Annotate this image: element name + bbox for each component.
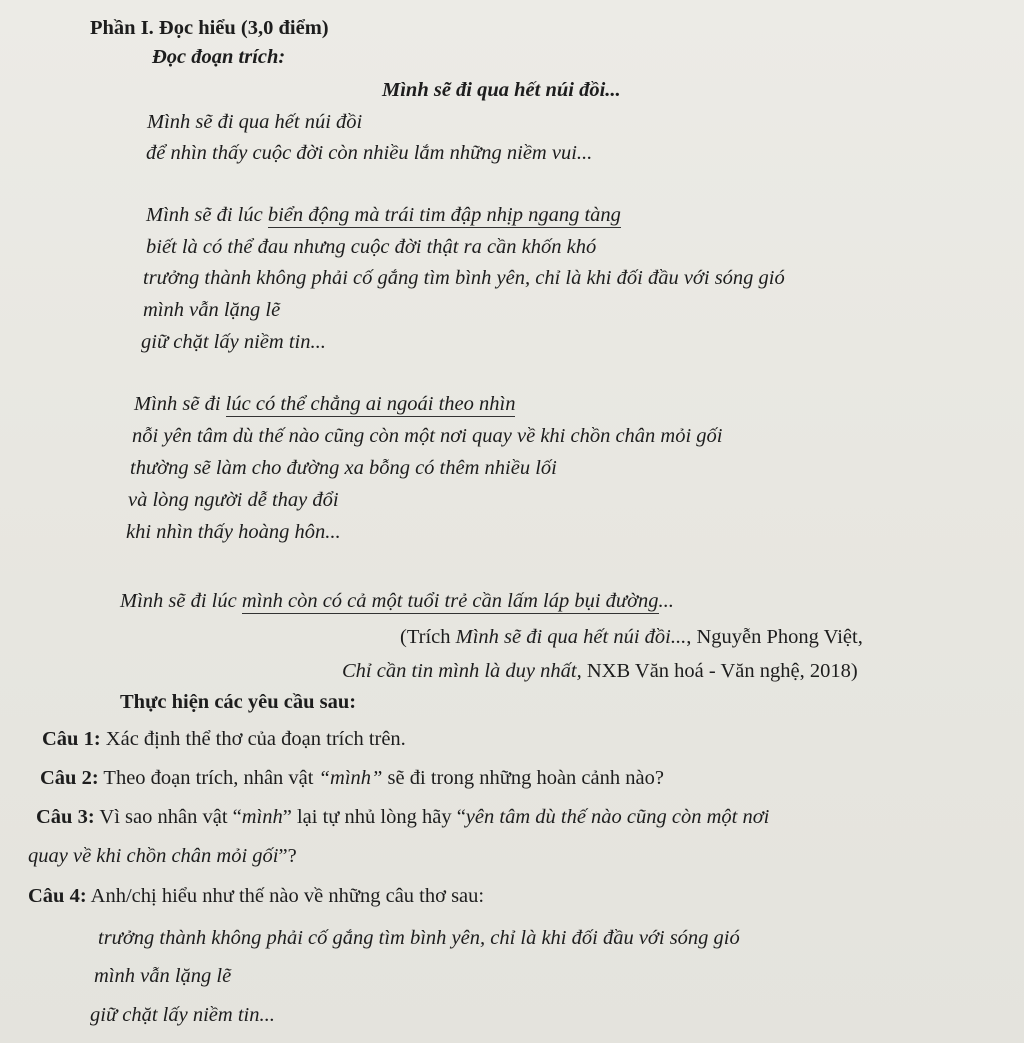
stanza3-line5: khi nhìn thấy hoàng hôn... — [126, 521, 341, 543]
question-4 — [28, 886, 484, 907]
question-3-line2-text: quay về khi chồn chân mỏi gối — [28, 845, 279, 867]
question-3-text-a: Vì sao nhân vật “ — [94, 806, 242, 828]
question-3-label: Câu 3: — [36, 806, 95, 828]
read-label: Đọc đoạn trích: — [152, 46, 286, 68]
question-2-quote: “mình” — [318, 767, 383, 789]
stanza2-line4: mình vẫn lặng lẽ — [143, 299, 281, 321]
source-author: , Nguyễn Phong Việt, — [686, 626, 863, 648]
question-4-quote-line3: giữ chặt lấy niềm tin... — [90, 1004, 275, 1026]
question-3-line2-end: ”? — [278, 845, 297, 867]
stanza2-line3: trưởng thành không phải cố gắng tìm bình yên, chỉ là khi đối đầu với sóng gió — [143, 267, 785, 289]
question-1 — [42, 729, 406, 750]
question-2 — [40, 768, 664, 789]
question-3-quote: mình — [241, 806, 283, 828]
stanza4-line1-post: ... — [658, 590, 674, 612]
stanza4-line1 — [120, 591, 674, 612]
stanza3-line2: nỗi yên tâm dù thế nào cũng còn một nơi quay về khi chồn chân mỏi gối — [132, 425, 723, 447]
stanza4-line1-pre: Mình sẽ đi lúc — [120, 590, 242, 612]
stanza3-line3: thường sẽ làm cho đường xa bỗng có thêm nhiều lối — [130, 457, 557, 479]
stanza1-line2: để nhìn thấy cuộc đời còn nhiều lắm những niềm vui... — [146, 142, 593, 164]
requirements-heading: Thực hiện các yêu cầu sau: — [120, 691, 357, 713]
question-2-text-a: Theo đoạn trích, nhân vật — [98, 767, 319, 789]
question-2-text-b: sẽ đi trong những hoàn cảnh nào? — [382, 767, 664, 789]
question-3-text-b: ” lại tự nhủ lòng hãy “ — [282, 806, 466, 828]
source-line2 — [342, 661, 858, 682]
question-4-text: Anh/chị hiểu như thế nào về những câu thơ sau: — [86, 885, 485, 907]
question-1-label: Câu 1: — [42, 728, 101, 750]
stanza2-line1-pre: Mình sẽ đi lúc — [146, 204, 268, 226]
question-3-line2 — [28, 846, 297, 867]
stanza1-line1: Mình sẽ đi qua hết núi đồi — [147, 111, 363, 133]
stanza2-line1-underlined: biển động mà trái tim đập nhịp ngang tàng — [267, 204, 621, 226]
poem-title: Mình sẽ đi qua hết núi đồi... — [382, 79, 621, 101]
section-heading: Phần I. Đọc hiểu (3,0 điểm) — [90, 17, 329, 39]
source-publisher: NXB Văn hoá - Văn nghệ, 2018) — [581, 660, 858, 682]
source-pre: (Trích — [400, 626, 456, 648]
source-title: Mình sẽ đi qua hết núi đồi... — [455, 626, 687, 648]
question-3-quote2: yên tâm dù thế nào cũng còn một nơi — [465, 806, 770, 828]
stanza3-line1-pre: Mình sẽ đi — [134, 393, 226, 415]
source-line1 — [400, 627, 863, 648]
question-2-label: Câu 2: — [40, 767, 99, 789]
stanza2-line2: biết là có thể đau nhưng cuộc đời thật ra cần khốn khó — [146, 236, 597, 258]
question-1-text: Xác định thể thơ của đoạn trích trên. — [100, 728, 406, 750]
source-book: Chỉ cần tin mình là duy nhất, — [342, 660, 582, 682]
question-4-label: Câu 4: — [28, 885, 87, 907]
stanza4-line1-underlined: mình còn có cả một tuổi trẻ cần lấm láp bụi đường — [241, 590, 659, 612]
stanza2-line5: giữ chặt lấy niềm tin... — [141, 331, 326, 353]
stanza2-line1 — [146, 205, 621, 226]
question-4-quote-line2: mình vẫn lặng lẽ — [94, 965, 232, 987]
stanza3-line4: và lòng người dễ thay đổi — [128, 489, 339, 511]
stanza3-line1-underlined: lúc có thể chẳng ai ngoái theo nhìn — [225, 393, 516, 415]
question-3 — [36, 807, 769, 828]
stanza3-line1 — [134, 394, 515, 415]
question-4-quote-line1: trưởng thành không phải cố gắng tìm bình yên, chỉ là khi đối đầu với sóng gió — [98, 927, 740, 949]
